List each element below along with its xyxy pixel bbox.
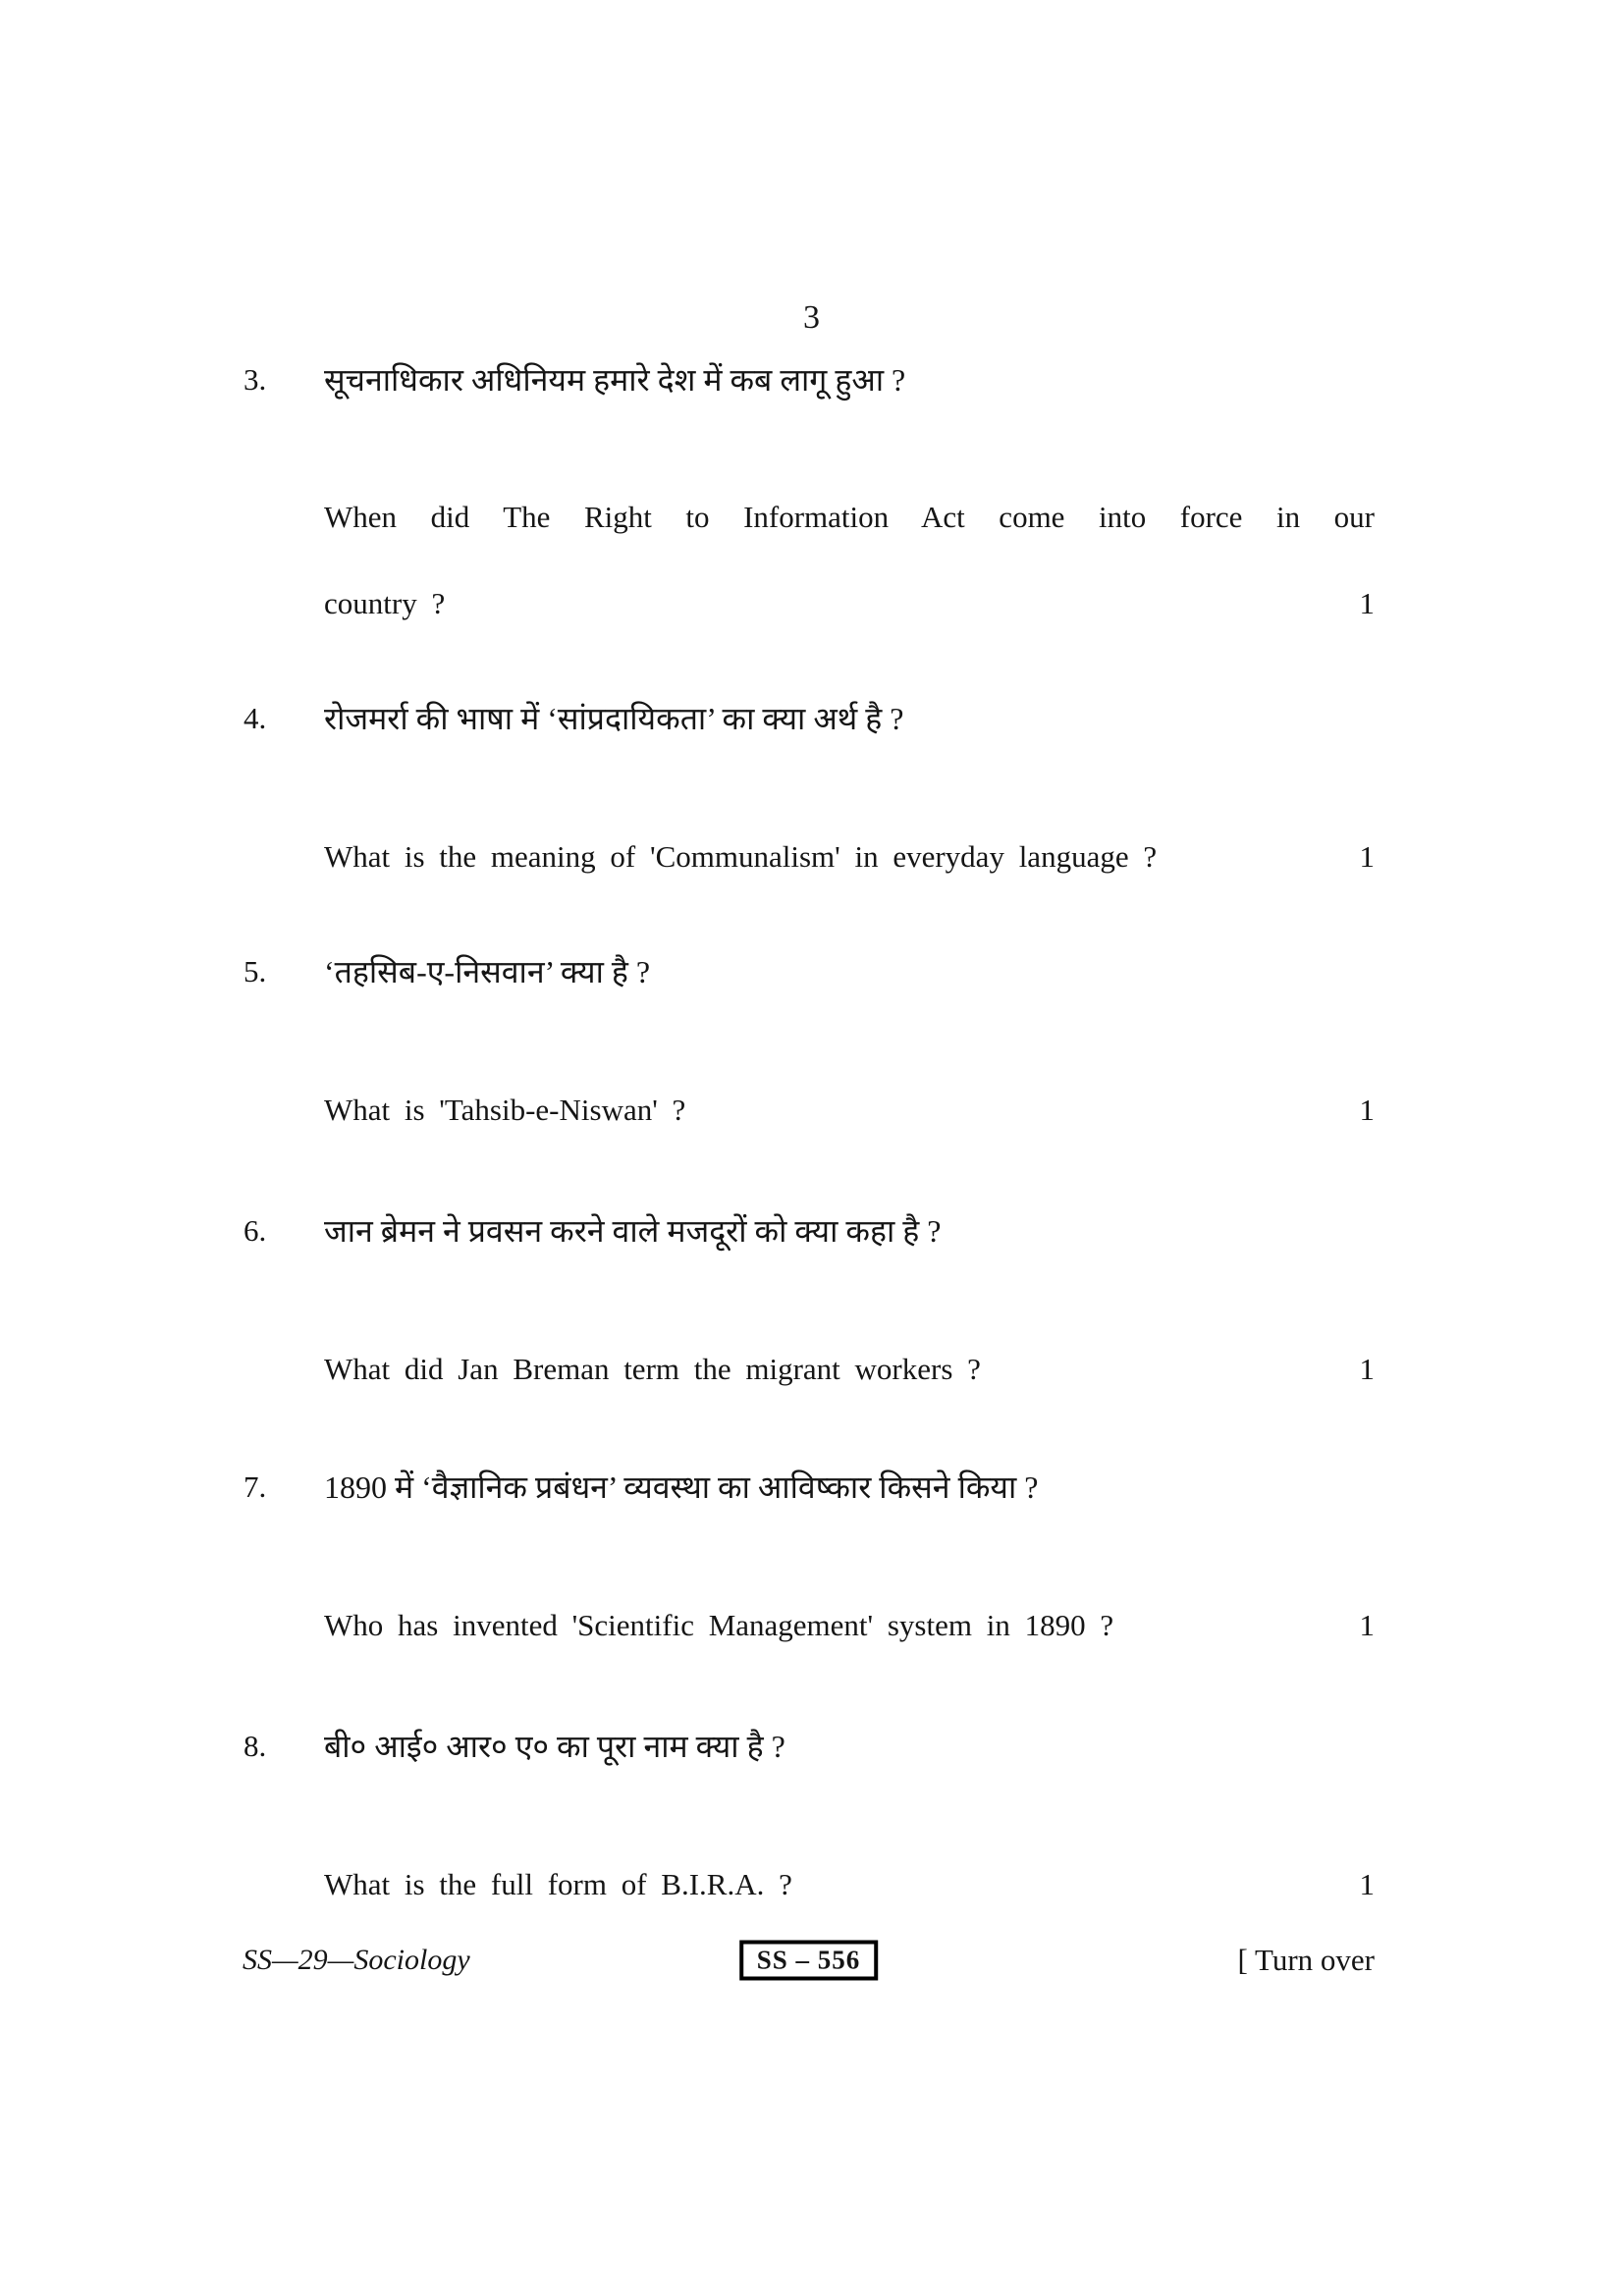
question-text-hindi: ‘तहसिब-ए-निसवान’ क्या है ? (324, 954, 651, 989)
question-text-english-line1: When did The Right to Information Act come into force in our (324, 500, 1375, 534)
question-item-7 (243, 1465, 1375, 1647)
question-number: 4. (243, 701, 267, 735)
page-footer (243, 1939, 1375, 1982)
marks-value: 1 (1359, 1352, 1375, 1386)
question-text-english-line2: country ? (324, 586, 446, 620)
question-item-4 (243, 696, 1375, 879)
question-text-hindi: 1890 में ‘वैज्ञानिक प्रबंधन’ व्यवस्था का आविष्कार किसने किया ? (324, 1469, 1039, 1505)
marks-value: 1 (1359, 839, 1375, 874)
question-number: 3. (243, 362, 267, 397)
question-item-8 (243, 1724, 1375, 1906)
question-item-3 (243, 357, 1375, 625)
page-number: 3 (803, 299, 820, 336)
question-text-english: What is the meaning of 'Communalism' in everyday language ? (324, 839, 1158, 874)
question-text-hindi: रोजमर्रा की भाषा में ‘सांप्रदायिकता’ का क्या अर्थ है ? (324, 701, 904, 736)
marks-value: 1 (1359, 586, 1375, 620)
question-text-english: What did Jan Breman term the migrant workers ? (324, 1352, 981, 1386)
question-text-english: Who has invented 'Scientific Management' system in 1890 ? (324, 1608, 1114, 1642)
question-text-english: What is the full form of B.I.R.A. ? (324, 1867, 792, 1901)
footer-booklet-code: SS – 556 (739, 1941, 879, 1981)
question-text-english: What is 'Tahsib-e-Niswan' ? (324, 1093, 686, 1127)
question-number: 7. (243, 1469, 267, 1504)
question-number: 5. (243, 954, 267, 988)
question-number: 8. (243, 1729, 267, 1763)
marks-value: 1 (1359, 1093, 1375, 1127)
question-text-hindi: बी० आई० आर० ए० का पूरा नाम क्या है ? (324, 1729, 785, 1764)
question-text-hindi: सूचनाधिकार अधिनियम हमारे देश में कब लागू हुआ ? (324, 362, 906, 398)
question-number: 6. (243, 1213, 267, 1248)
marks-value: 1 (1359, 1608, 1375, 1642)
footer-turn-over: [ Turn over (1237, 1943, 1375, 1977)
question-item-5 (243, 949, 1375, 1132)
marks-value: 1 (1359, 1867, 1375, 1901)
question-text-hindi: जान ब्रेमन ने प्रवसन करने वाले मजदूरों को क्या कहा है ? (324, 1213, 942, 1249)
question-item-6 (243, 1208, 1375, 1391)
footer-paper-code: SS—29—Sociology (243, 1944, 470, 1976)
